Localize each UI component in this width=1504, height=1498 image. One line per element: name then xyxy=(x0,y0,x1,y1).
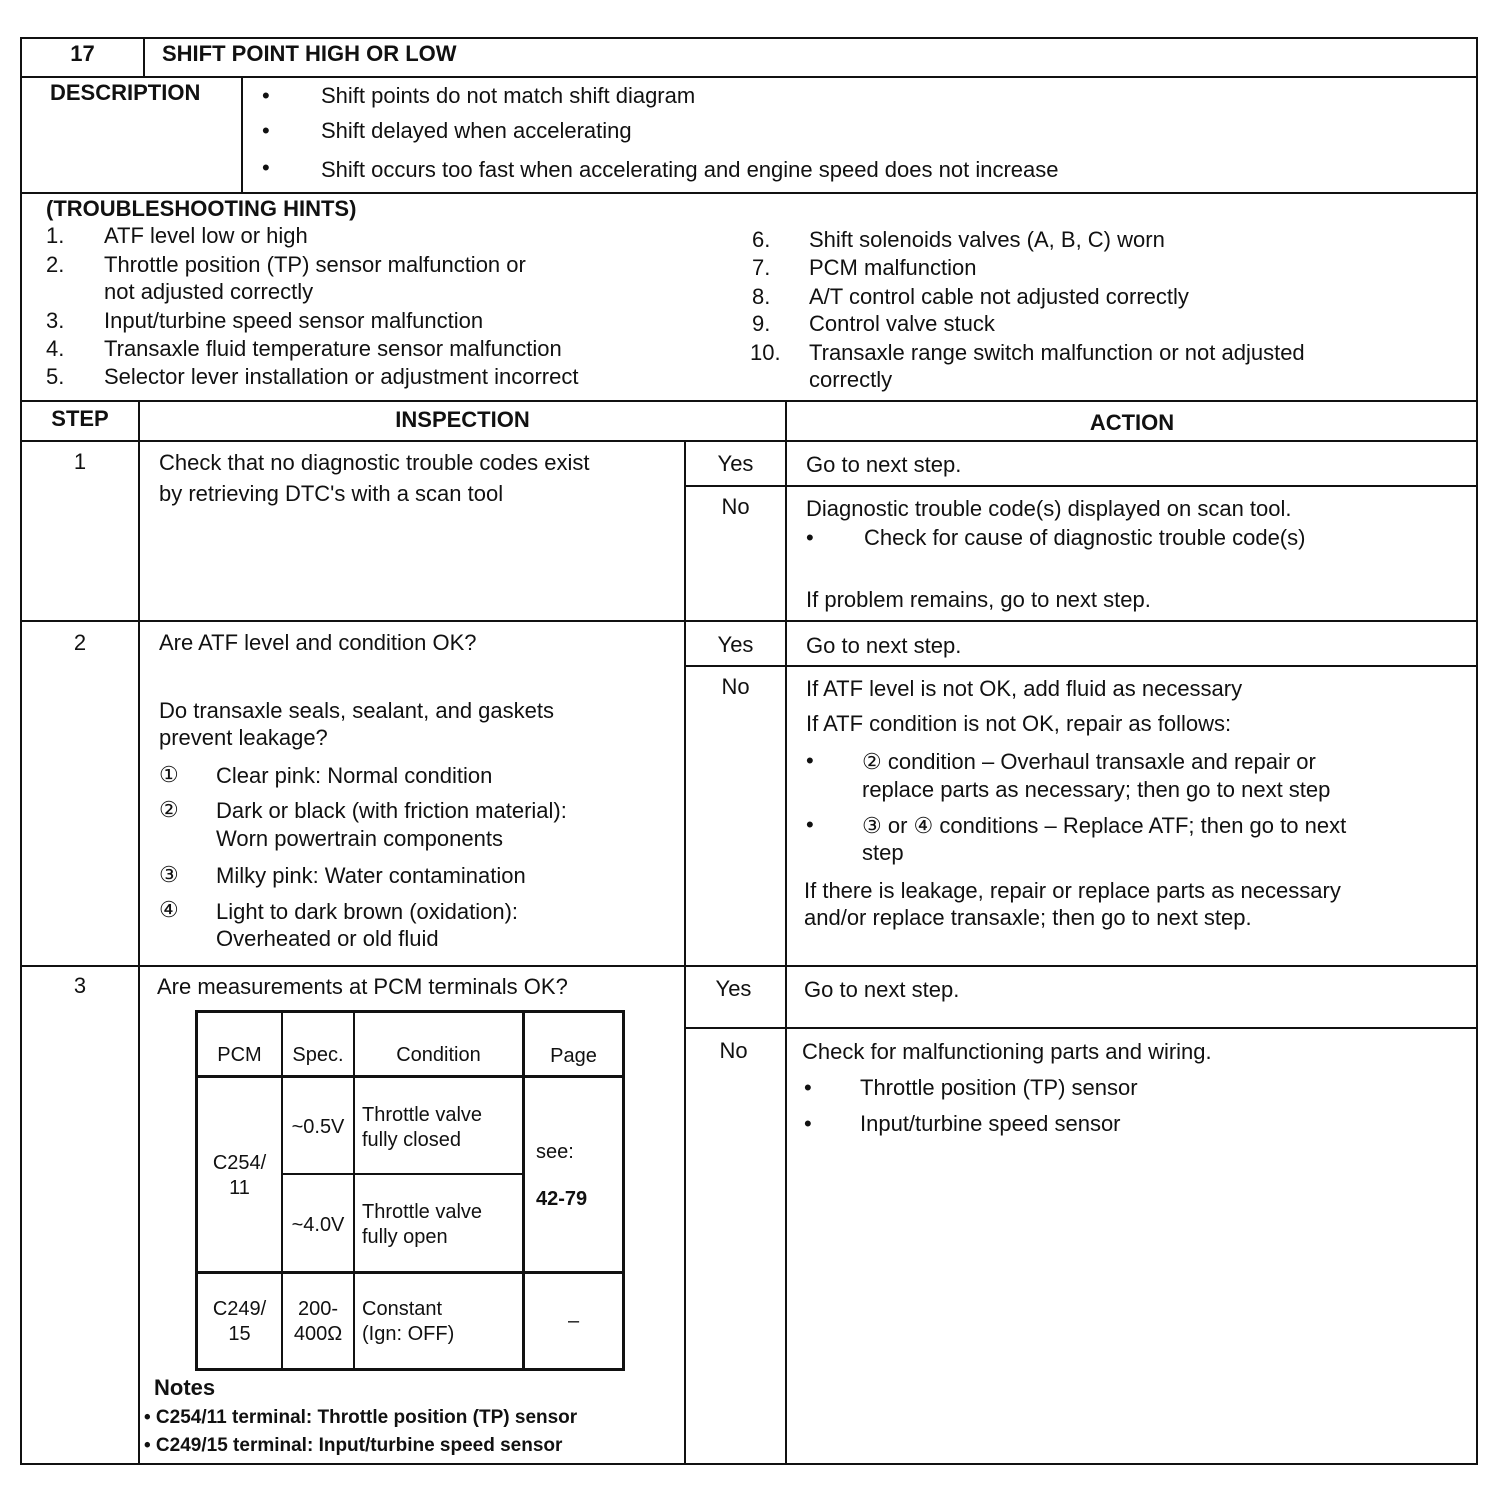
description-item: Shift delayed when accelerating xyxy=(321,118,632,143)
table-cell-condition: fully closed xyxy=(362,1129,461,1151)
hint-number: 5. xyxy=(46,364,65,389)
condition-mark: ① xyxy=(159,762,179,787)
rule xyxy=(684,440,686,1465)
note-item: • C249/15 terminal: Input/turbine speed sensor xyxy=(144,1435,563,1456)
hint-text: PCM malfunction xyxy=(809,255,977,280)
hint-text: not adjusted correctly xyxy=(104,279,314,304)
table-header-pcm: PCM xyxy=(217,1044,262,1066)
table-cell-page: – xyxy=(567,1310,580,1332)
bullet: • xyxy=(806,812,814,837)
condition-text: Clear pink: Normal condition xyxy=(216,763,493,788)
yes-action: Go to next step. xyxy=(804,977,960,1002)
rule xyxy=(282,1173,524,1175)
bullet: • xyxy=(804,1111,812,1136)
no-label: No xyxy=(721,494,750,519)
notes-title: Notes xyxy=(154,1375,216,1400)
hint-text: correctly xyxy=(809,367,893,392)
hint-number: 2. xyxy=(46,252,65,277)
no-action-outro: and/or replace transaxle; then go to next step. xyxy=(804,905,1252,930)
hint-text: Transaxle fluid temperature sensor malfunction xyxy=(104,336,562,361)
condition-text: Dark or black (with friction material): xyxy=(216,798,567,823)
description-item: Shift points do not match shift diagram xyxy=(321,83,696,108)
procedure-number: 17 xyxy=(70,41,95,66)
rule xyxy=(785,400,787,1465)
yes-action: Go to next step. xyxy=(806,452,962,477)
column-header-step: STEP xyxy=(51,406,109,431)
hint-text: Throttle position (TP) sensor malfunction or xyxy=(104,252,526,277)
rule xyxy=(143,37,145,78)
inspection-question: Are ATF level and condition OK? xyxy=(159,630,477,655)
table-cell-condition: fully open xyxy=(362,1226,448,1248)
bullet: • xyxy=(806,525,814,550)
no-action-bullet: replace parts as necessary; then go to next step xyxy=(862,777,1331,802)
step-number: 3 xyxy=(73,973,87,998)
no-action-bullet: ② condition – Overhaul transaxle and repair or xyxy=(862,749,1316,774)
rule xyxy=(195,1271,625,1274)
condition-text: Worn powertrain components xyxy=(216,826,503,851)
table-cell-pcm: 15 xyxy=(228,1323,251,1345)
hints-title: (TROUBLESHOOTING HINTS) xyxy=(46,196,357,221)
no-action-bullet: Check for cause of diagnostic trouble code(s) xyxy=(864,525,1306,550)
hint-number: 9. xyxy=(752,311,771,336)
table-cell-condition: (Ign: OFF) xyxy=(362,1323,455,1345)
condition-mark: ④ xyxy=(159,897,179,922)
bullet: • xyxy=(806,748,814,773)
table-cell-spec: 400Ω xyxy=(293,1323,343,1345)
hint-text: ATF level low or high xyxy=(104,223,308,248)
table-cell-condition: Constant xyxy=(362,1298,443,1320)
no-action-line: If ATF condition is not OK, repair as follows: xyxy=(806,711,1232,736)
inspection-text: Check that no diagnostic trouble codes exist xyxy=(159,450,590,475)
step-number: 1 xyxy=(73,449,87,474)
inspection-question: Do transaxle seals, sealant, and gaskets xyxy=(159,698,555,723)
rule xyxy=(138,400,140,1465)
yes-label: Yes xyxy=(717,451,754,476)
description-label: DESCRIPTION xyxy=(50,80,201,105)
bullet: • xyxy=(804,1075,812,1100)
hint-number: 3. xyxy=(46,308,65,333)
rule xyxy=(241,76,243,194)
description-item: Shift occurs too fast when accelerating and engine speed does not increase xyxy=(321,157,1059,182)
no-action-outro: If there is leakage, repair or replace parts as necessary xyxy=(804,878,1341,903)
no-action-line: If ATF level is not OK, add fluid as necessary xyxy=(806,676,1243,701)
inspection-text: by retrieving DTC's with a scan tool xyxy=(159,481,504,506)
no-action-bullet: Input/turbine speed sensor xyxy=(860,1111,1121,1136)
rule xyxy=(22,965,1478,967)
no-action-intro: Diagnostic trouble code(s) displayed on scan tool. xyxy=(806,496,1292,521)
table-cell-condition: Throttle valve xyxy=(362,1201,483,1223)
table-cell-page: see: xyxy=(536,1141,574,1163)
table-cell-condition: Throttle valve xyxy=(362,1104,483,1126)
rule xyxy=(22,620,1478,622)
no-action-bullet: Throttle position (TP) sensor xyxy=(860,1075,1138,1100)
rule xyxy=(195,1075,625,1078)
bullet: • xyxy=(262,118,270,143)
table-cell-spec: ~0.5V xyxy=(291,1116,345,1138)
rule xyxy=(684,1027,1478,1029)
hint-text: A/T control cable not adjusted correctly xyxy=(809,284,1189,309)
step-number: 2 xyxy=(73,630,87,655)
condition-text: Light to dark brown (oxidation): xyxy=(216,899,519,924)
no-action-intro: Check for malfunctioning parts and wiring. xyxy=(802,1039,1212,1064)
yes-label: Yes xyxy=(715,976,752,1001)
hint-text: Control valve stuck xyxy=(809,311,995,336)
hint-text: Selector lever installation or adjustment incorrect xyxy=(104,364,579,389)
procedure-title: SHIFT POINT HIGH OR LOW xyxy=(162,41,457,66)
table-cell-page: 42-79 xyxy=(536,1188,588,1210)
column-header-inspection: INSPECTION xyxy=(395,407,530,432)
inspection-question: prevent leakage? xyxy=(159,725,328,750)
hint-number: 7. xyxy=(752,255,771,280)
no-action-bullet: ③ or ④ conditions – Replace ATF; then go to next xyxy=(862,813,1347,838)
bullet: • xyxy=(262,155,270,180)
rule xyxy=(22,400,1478,402)
condition-mark: ② xyxy=(159,797,179,822)
hint-text: Input/turbine speed sensor malfunction xyxy=(104,308,484,333)
condition-mark: ③ xyxy=(159,862,179,887)
rule xyxy=(22,440,1478,442)
hint-text: Transaxle range switch malfunction or not adjusted xyxy=(809,340,1305,365)
bullet: • xyxy=(262,83,270,108)
table-header-spec: Spec. xyxy=(292,1044,344,1066)
no-label: No xyxy=(719,1038,748,1063)
note-item: • C254/11 terminal: Throttle position (TP) sensor xyxy=(144,1407,578,1428)
table-cell-spec: 200- xyxy=(297,1298,339,1320)
hint-number: 8. xyxy=(752,284,771,309)
condition-text: Overheated or old fluid xyxy=(216,926,439,951)
hint-number: 10. xyxy=(750,340,781,365)
column-header-action: ACTION xyxy=(1089,410,1175,435)
inspection-question: Are measurements at PCM terminals OK? xyxy=(157,974,568,999)
no-action-bullet: step xyxy=(862,840,904,865)
table-cell-spec: ~4.0V xyxy=(291,1214,345,1236)
table-cell-pcm: C254/ xyxy=(212,1152,267,1174)
no-action-outro: If problem remains, go to next step. xyxy=(806,587,1151,612)
condition-text: Milky pink: Water contamination xyxy=(216,863,526,888)
yes-label: Yes xyxy=(717,632,754,657)
hint-number: 1. xyxy=(46,223,65,248)
no-label: No xyxy=(721,674,750,699)
rule xyxy=(686,485,1478,487)
hint-number: 4. xyxy=(46,336,65,361)
table-header-page: Page xyxy=(550,1045,597,1067)
table-cell-pcm: 11 xyxy=(229,1177,250,1199)
table-header-condition: Condition xyxy=(396,1044,481,1066)
table-cell-pcm: C249/ xyxy=(212,1298,267,1320)
hint-number: 6. xyxy=(752,227,771,252)
rule xyxy=(686,665,1478,667)
hint-text: Shift solenoids valves (A, B, C) worn xyxy=(809,227,1165,252)
yes-action: Go to next step. xyxy=(806,633,962,658)
